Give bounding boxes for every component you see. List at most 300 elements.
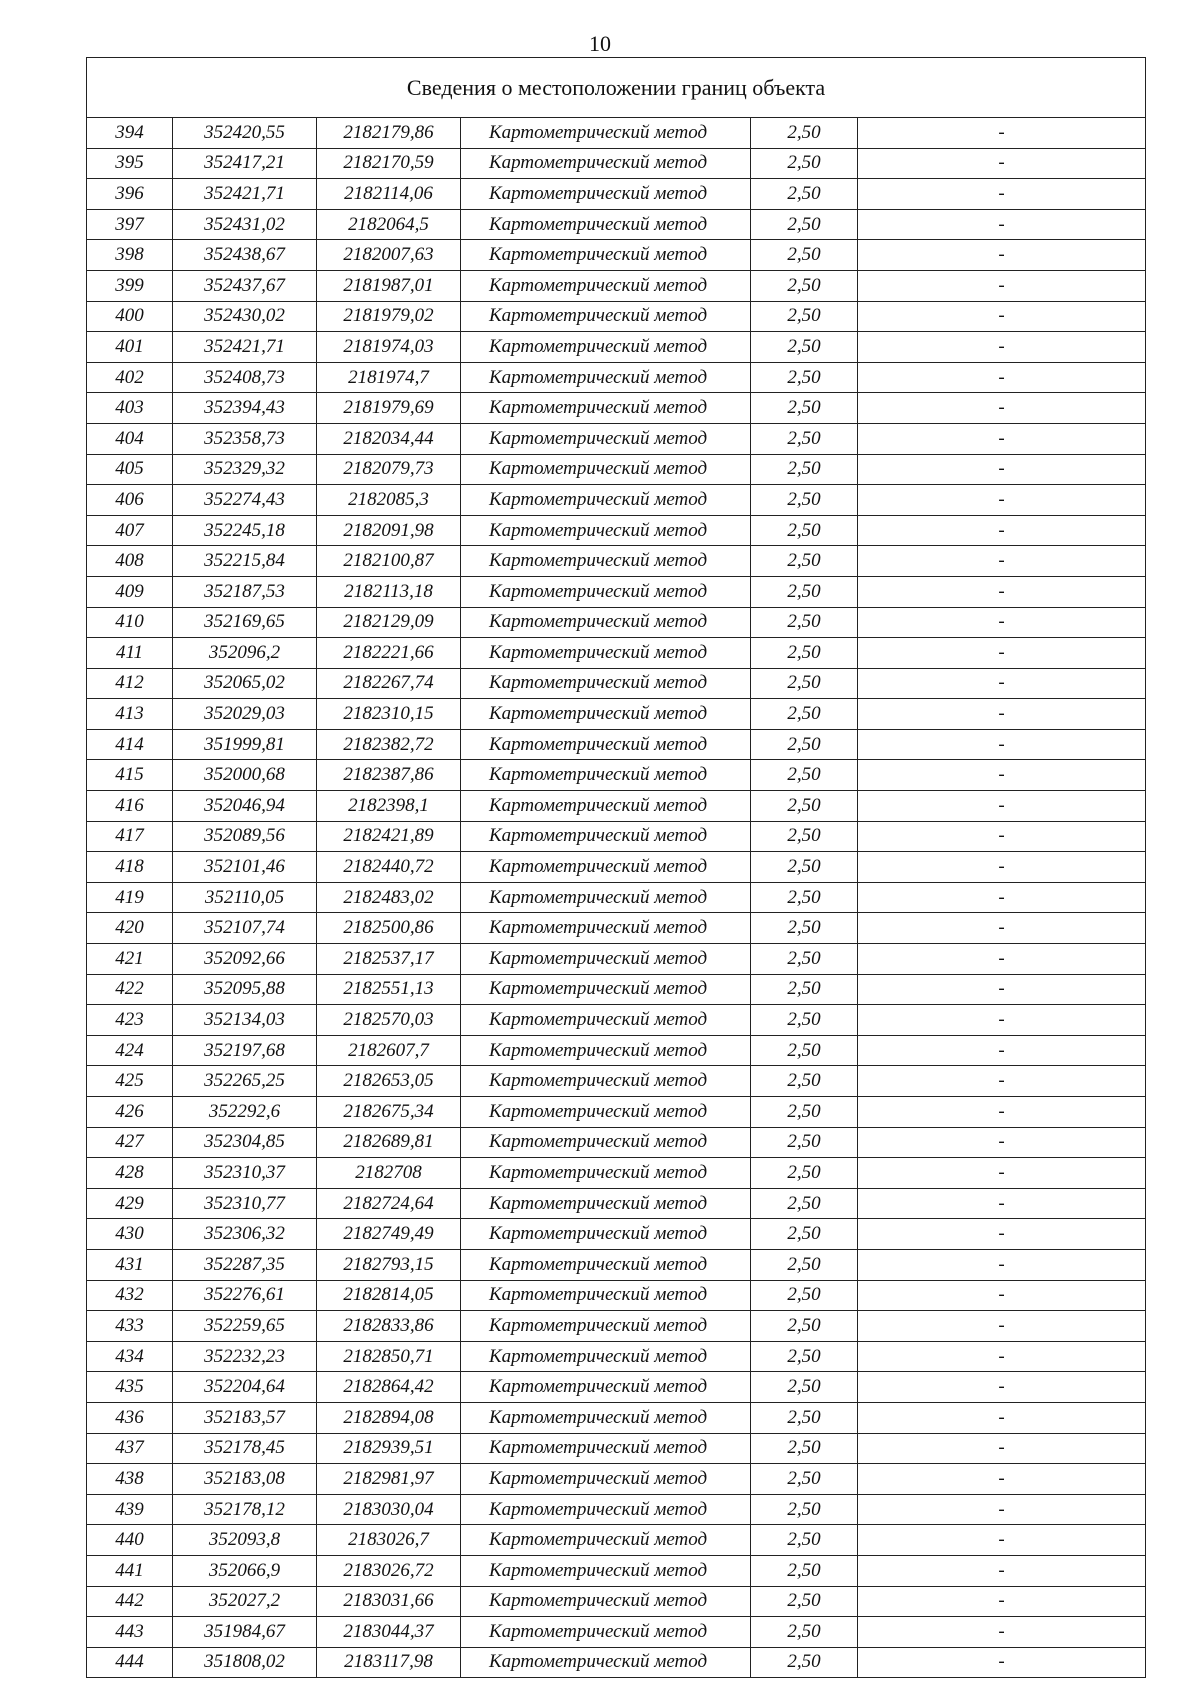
description-cell: - (858, 1280, 1146, 1311)
y-coordinate-cell: 2182793,15 (317, 1249, 461, 1280)
point-number-cell: 414 (87, 729, 173, 760)
point-number-cell: 427 (87, 1127, 173, 1158)
point-number-cell: 397 (87, 209, 173, 240)
table-row (87, 423, 1146, 454)
y-coordinate-cell: 2183044,37 (317, 1617, 461, 1648)
y-coordinate-cell: 2182607,7 (317, 1035, 461, 1066)
point-number-cell: 406 (87, 485, 173, 516)
method-cell: Картометрический метод (461, 209, 751, 240)
point-number-cell: 413 (87, 699, 173, 730)
table-row (87, 1158, 1146, 1189)
accuracy-cell: 2,50 (751, 393, 858, 424)
table-row (87, 1341, 1146, 1372)
method-cell: Картометрический метод (461, 668, 751, 699)
x-coordinate-cell: 352215,84 (173, 546, 317, 577)
table-row (87, 1219, 1146, 1250)
description-cell: - (858, 393, 1146, 424)
y-coordinate-cell: 2182981,97 (317, 1464, 461, 1495)
x-coordinate-cell: 352310,37 (173, 1158, 317, 1189)
table-row (87, 974, 1146, 1005)
y-coordinate-cell: 2182221,66 (317, 638, 461, 669)
description-cell: - (858, 209, 1146, 240)
description-cell: - (858, 729, 1146, 760)
x-coordinate-cell: 352437,67 (173, 270, 317, 301)
method-cell: Картометрический метод (461, 882, 751, 913)
table-row (87, 270, 1146, 301)
y-coordinate-cell: 2183026,7 (317, 1525, 461, 1556)
table-row (87, 179, 1146, 210)
x-coordinate-cell: 352101,46 (173, 852, 317, 883)
point-number-cell: 429 (87, 1188, 173, 1219)
point-number-cell: 405 (87, 454, 173, 485)
description-cell: - (858, 607, 1146, 638)
accuracy-cell: 2,50 (751, 546, 858, 577)
point-number-cell: 438 (87, 1464, 173, 1495)
x-coordinate-cell: 352358,73 (173, 423, 317, 454)
x-coordinate-cell: 352259,65 (173, 1311, 317, 1342)
accuracy-cell: 2,50 (751, 974, 858, 1005)
description-cell: - (858, 791, 1146, 822)
table-row (87, 1311, 1146, 1342)
method-cell: Картометрический метод (461, 1341, 751, 1372)
method-cell: Картометрический метод (461, 699, 751, 730)
y-coordinate-cell: 2182500,86 (317, 913, 461, 944)
description-cell: - (858, 760, 1146, 791)
x-coordinate-cell: 352169,65 (173, 607, 317, 638)
table-row (87, 638, 1146, 669)
method-cell: Картометрический метод (461, 1066, 751, 1097)
x-coordinate-cell: 352095,88 (173, 974, 317, 1005)
x-coordinate-cell: 352089,56 (173, 821, 317, 852)
description-cell: - (858, 332, 1146, 363)
method-cell: Картометрический метод (461, 301, 751, 332)
accuracy-cell: 2,50 (751, 301, 858, 332)
method-cell: Картометрический метод (461, 362, 751, 393)
accuracy-cell: 2,50 (751, 576, 858, 607)
accuracy-cell: 2,50 (751, 118, 858, 149)
method-cell: Картометрический метод (461, 1433, 751, 1464)
y-coordinate-cell: 2182833,86 (317, 1311, 461, 1342)
point-number-cell: 432 (87, 1280, 173, 1311)
y-coordinate-cell: 2182724,64 (317, 1188, 461, 1219)
description-cell: - (858, 668, 1146, 699)
accuracy-cell: 2,50 (751, 1555, 858, 1586)
y-coordinate-cell: 2181979,69 (317, 393, 461, 424)
accuracy-cell: 2,50 (751, 1341, 858, 1372)
point-number-cell: 415 (87, 760, 173, 791)
table-title-row (87, 58, 1146, 118)
point-number-cell: 395 (87, 148, 173, 179)
method-cell: Картометрический метод (461, 1311, 751, 1342)
description-cell: - (858, 454, 1146, 485)
description-cell: - (858, 638, 1146, 669)
x-coordinate-cell: 352421,71 (173, 179, 317, 210)
point-number-cell: 401 (87, 332, 173, 363)
x-coordinate-cell: 352029,03 (173, 699, 317, 730)
point-number-cell: 418 (87, 852, 173, 883)
description-cell: - (858, 1586, 1146, 1617)
y-coordinate-cell: 2182267,74 (317, 668, 461, 699)
point-number-cell: 431 (87, 1249, 173, 1280)
y-coordinate-cell: 2182570,03 (317, 1005, 461, 1036)
table-row (87, 546, 1146, 577)
point-number-cell: 412 (87, 668, 173, 699)
point-number-cell: 421 (87, 944, 173, 975)
description-cell: - (858, 118, 1146, 149)
method-cell: Картометрический метод (461, 607, 751, 638)
method-cell: Картометрический метод (461, 760, 751, 791)
y-coordinate-cell: 2182085,3 (317, 485, 461, 516)
description-cell: - (858, 362, 1146, 393)
x-coordinate-cell: 352421,71 (173, 332, 317, 363)
accuracy-cell: 2,50 (751, 668, 858, 699)
table-row (87, 1647, 1146, 1678)
method-cell: Картометрический метод (461, 913, 751, 944)
description-cell: - (858, 148, 1146, 179)
x-coordinate-cell: 352204,64 (173, 1372, 317, 1403)
table-row (87, 791, 1146, 822)
y-coordinate-cell: 2182939,51 (317, 1433, 461, 1464)
point-number-cell: 394 (87, 118, 173, 149)
method-cell: Картометрический метод (461, 423, 751, 454)
x-coordinate-cell: 352110,05 (173, 882, 317, 913)
accuracy-cell: 2,50 (751, 1188, 858, 1219)
method-cell: Картометрический метод (461, 1464, 751, 1495)
method-cell: Картометрический метод (461, 1249, 751, 1280)
description-cell: - (858, 1402, 1146, 1433)
table-row (87, 882, 1146, 913)
description-cell: - (858, 913, 1146, 944)
x-coordinate-cell: 352066,9 (173, 1555, 317, 1586)
point-number-cell: 442 (87, 1586, 173, 1617)
x-coordinate-cell: 352232,23 (173, 1341, 317, 1372)
x-coordinate-cell: 352178,45 (173, 1433, 317, 1464)
x-coordinate-cell: 352134,03 (173, 1005, 317, 1036)
method-cell: Картометрический метод (461, 1005, 751, 1036)
point-number-cell: 419 (87, 882, 173, 913)
description-cell: - (858, 301, 1146, 332)
y-coordinate-cell: 2182007,63 (317, 240, 461, 271)
table-row (87, 209, 1146, 240)
accuracy-cell: 2,50 (751, 729, 858, 760)
method-cell: Картометрический метод (461, 148, 751, 179)
x-coordinate-cell: 352093,8 (173, 1525, 317, 1556)
point-number-cell: 407 (87, 515, 173, 546)
accuracy-cell: 2,50 (751, 1525, 858, 1556)
x-coordinate-cell: 352430,02 (173, 301, 317, 332)
point-number-cell: 400 (87, 301, 173, 332)
point-number-cell: 403 (87, 393, 173, 424)
description-cell: - (858, 1494, 1146, 1525)
point-number-cell: 425 (87, 1066, 173, 1097)
accuracy-cell: 2,50 (751, 1647, 858, 1678)
table-row (87, 852, 1146, 883)
table-row (87, 1097, 1146, 1128)
table-row (87, 576, 1146, 607)
accuracy-cell: 2,50 (751, 1066, 858, 1097)
table-row (87, 1617, 1146, 1648)
point-number-cell: 408 (87, 546, 173, 577)
table-row (87, 699, 1146, 730)
point-number-cell: 416 (87, 791, 173, 822)
x-coordinate-cell: 352197,68 (173, 1035, 317, 1066)
method-cell: Картометрический метод (461, 1127, 751, 1158)
y-coordinate-cell: 2183026,72 (317, 1555, 461, 1586)
x-coordinate-cell: 352046,94 (173, 791, 317, 822)
method-cell: Картометрический метод (461, 1097, 751, 1128)
description-cell: - (858, 882, 1146, 913)
table-row (87, 515, 1146, 546)
method-cell: Картометрический метод (461, 1035, 751, 1066)
point-number-cell: 437 (87, 1433, 173, 1464)
y-coordinate-cell: 2183031,66 (317, 1586, 461, 1617)
method-cell: Картометрический метод (461, 1525, 751, 1556)
accuracy-cell: 2,50 (751, 148, 858, 179)
accuracy-cell: 2,50 (751, 913, 858, 944)
accuracy-cell: 2,50 (751, 270, 858, 301)
y-coordinate-cell: 2182129,09 (317, 607, 461, 638)
description-cell: - (858, 1127, 1146, 1158)
accuracy-cell: 2,50 (751, 1280, 858, 1311)
x-coordinate-cell: 352107,74 (173, 913, 317, 944)
description-cell: - (858, 852, 1146, 883)
y-coordinate-cell: 2182537,17 (317, 944, 461, 975)
description-cell: - (858, 485, 1146, 516)
description-cell: - (858, 1188, 1146, 1219)
x-coordinate-cell: 352096,2 (173, 638, 317, 669)
point-number-cell: 398 (87, 240, 173, 271)
table-row (87, 148, 1146, 179)
x-coordinate-cell: 352287,35 (173, 1249, 317, 1280)
accuracy-cell: 2,50 (751, 791, 858, 822)
method-cell: Картометрический метод (461, 515, 751, 546)
x-coordinate-cell: 352408,73 (173, 362, 317, 393)
method-cell: Картометрический метод (461, 944, 751, 975)
accuracy-cell: 2,50 (751, 852, 858, 883)
description-cell: - (858, 1555, 1146, 1586)
x-coordinate-cell: 352276,61 (173, 1280, 317, 1311)
table-row (87, 240, 1146, 271)
accuracy-cell: 2,50 (751, 1005, 858, 1036)
description-cell: - (858, 974, 1146, 1005)
y-coordinate-cell: 2182100,87 (317, 546, 461, 577)
method-cell: Картометрический метод (461, 1586, 751, 1617)
table-row (87, 821, 1146, 852)
point-number-cell: 434 (87, 1341, 173, 1372)
x-coordinate-cell: 351999,81 (173, 729, 317, 760)
method-cell: Картометрический метод (461, 270, 751, 301)
x-coordinate-cell: 352417,21 (173, 148, 317, 179)
method-cell: Картометрический метод (461, 1494, 751, 1525)
x-coordinate-cell: 352394,43 (173, 393, 317, 424)
table-row (87, 1188, 1146, 1219)
method-cell: Картометрический метод (461, 821, 751, 852)
accuracy-cell: 2,50 (751, 1035, 858, 1066)
description-cell: - (858, 240, 1146, 271)
point-number-cell: 435 (87, 1372, 173, 1403)
table-row (87, 1127, 1146, 1158)
point-number-cell: 441 (87, 1555, 173, 1586)
method-cell: Картометрический метод (461, 546, 751, 577)
table-row (87, 1005, 1146, 1036)
method-cell: Картометрический метод (461, 485, 751, 516)
x-coordinate-cell: 352431,02 (173, 209, 317, 240)
table-row (87, 393, 1146, 424)
y-coordinate-cell: 2182170,59 (317, 148, 461, 179)
y-coordinate-cell: 2182749,49 (317, 1219, 461, 1250)
point-number-cell: 423 (87, 1005, 173, 1036)
y-coordinate-cell: 2182382,72 (317, 729, 461, 760)
table-row (87, 1586, 1146, 1617)
description-cell: - (858, 1525, 1146, 1556)
accuracy-cell: 2,50 (751, 1097, 858, 1128)
point-number-cell: 440 (87, 1525, 173, 1556)
x-coordinate-cell: 352310,77 (173, 1188, 317, 1219)
table-row (87, 913, 1146, 944)
y-coordinate-cell: 2182387,86 (317, 760, 461, 791)
description-cell: - (858, 423, 1146, 454)
accuracy-cell: 2,50 (751, 760, 858, 791)
x-coordinate-cell: 352065,02 (173, 668, 317, 699)
method-cell: Картометрический метод (461, 393, 751, 424)
accuracy-cell: 2,50 (751, 423, 858, 454)
x-coordinate-cell: 352304,85 (173, 1127, 317, 1158)
y-coordinate-cell: 2182708 (317, 1158, 461, 1189)
accuracy-cell: 2,50 (751, 332, 858, 363)
table-row (87, 301, 1146, 332)
y-coordinate-cell: 2182034,44 (317, 423, 461, 454)
x-coordinate-cell: 352183,57 (173, 1402, 317, 1433)
description-cell: - (858, 1617, 1146, 1648)
method-cell: Картометрический метод (461, 974, 751, 1005)
y-coordinate-cell: 2182675,34 (317, 1097, 461, 1128)
description-cell: - (858, 1219, 1146, 1250)
point-number-cell: 428 (87, 1158, 173, 1189)
description-cell: - (858, 1341, 1146, 1372)
table-row (87, 1433, 1146, 1464)
page-number: 10 (589, 31, 611, 56)
table-row (87, 332, 1146, 363)
accuracy-cell: 2,50 (751, 1402, 858, 1433)
accuracy-cell: 2,50 (751, 1249, 858, 1280)
description-cell: - (858, 1647, 1146, 1678)
method-cell: Картометрический метод (461, 332, 751, 363)
point-number-cell: 439 (87, 1494, 173, 1525)
table-row (87, 1280, 1146, 1311)
accuracy-cell: 2,50 (751, 638, 858, 669)
accuracy-cell: 2,50 (751, 1586, 858, 1617)
accuracy-cell: 2,50 (751, 607, 858, 638)
accuracy-cell: 2,50 (751, 944, 858, 975)
description-cell: - (858, 179, 1146, 210)
method-cell: Картометрический метод (461, 1158, 751, 1189)
y-coordinate-cell: 2181974,03 (317, 332, 461, 363)
description-cell: - (858, 1158, 1146, 1189)
point-number-cell: 426 (87, 1097, 173, 1128)
accuracy-cell: 2,50 (751, 821, 858, 852)
table-row (87, 118, 1146, 149)
y-coordinate-cell: 2181987,01 (317, 270, 461, 301)
table-row (87, 1035, 1146, 1066)
description-cell: - (858, 515, 1146, 546)
y-coordinate-cell: 2182079,73 (317, 454, 461, 485)
method-cell: Картометрический метод (461, 729, 751, 760)
table-row (87, 1464, 1146, 1495)
y-coordinate-cell: 2182850,71 (317, 1341, 461, 1372)
point-number-cell: 404 (87, 423, 173, 454)
x-coordinate-cell: 352274,43 (173, 485, 317, 516)
description-cell: - (858, 270, 1146, 301)
y-coordinate-cell: 2182398,1 (317, 791, 461, 822)
table-row (87, 1525, 1146, 1556)
point-number-cell: 410 (87, 607, 173, 638)
method-cell: Картометрический метод (461, 1402, 751, 1433)
table-row (87, 1402, 1146, 1433)
x-coordinate-cell: 352420,55 (173, 118, 317, 149)
y-coordinate-cell: 2182114,06 (317, 179, 461, 210)
point-number-cell: 409 (87, 576, 173, 607)
description-cell: - (858, 1005, 1146, 1036)
y-coordinate-cell: 2183117,98 (317, 1647, 461, 1678)
method-cell: Картометрический метод (461, 118, 751, 149)
description-cell: - (858, 1066, 1146, 1097)
point-number-cell: 424 (87, 1035, 173, 1066)
accuracy-cell: 2,50 (751, 1311, 858, 1342)
accuracy-cell: 2,50 (751, 240, 858, 271)
description-cell: - (858, 1464, 1146, 1495)
accuracy-cell: 2,50 (751, 515, 858, 546)
x-coordinate-cell: 352092,66 (173, 944, 317, 975)
description-cell: - (858, 1311, 1146, 1342)
x-coordinate-cell: 352245,18 (173, 515, 317, 546)
y-coordinate-cell: 2182113,18 (317, 576, 461, 607)
accuracy-cell: 2,50 (751, 1464, 858, 1495)
accuracy-cell: 2,50 (751, 1433, 858, 1464)
method-cell: Картометрический метод (461, 1219, 751, 1250)
accuracy-cell: 2,50 (751, 1158, 858, 1189)
y-coordinate-cell: 2183030,04 (317, 1494, 461, 1525)
method-cell: Картометрический метод (461, 791, 751, 822)
y-coordinate-cell: 2182421,89 (317, 821, 461, 852)
y-coordinate-cell: 2182551,13 (317, 974, 461, 1005)
table-row (87, 485, 1146, 516)
y-coordinate-cell: 2182310,15 (317, 699, 461, 730)
y-coordinate-cell: 2182483,02 (317, 882, 461, 913)
description-cell: - (858, 1372, 1146, 1403)
description-cell: - (858, 1249, 1146, 1280)
x-coordinate-cell: 352187,53 (173, 576, 317, 607)
x-coordinate-cell: 352183,08 (173, 1464, 317, 1495)
method-cell: Картометрический метод (461, 1617, 751, 1648)
y-coordinate-cell: 2182179,86 (317, 118, 461, 149)
y-coordinate-cell: 2182091,98 (317, 515, 461, 546)
y-coordinate-cell: 2182864,42 (317, 1372, 461, 1403)
description-cell: - (858, 821, 1146, 852)
table-row (87, 668, 1146, 699)
x-coordinate-cell: 351808,02 (173, 1647, 317, 1678)
point-number-cell: 402 (87, 362, 173, 393)
y-coordinate-cell: 2182894,08 (317, 1402, 461, 1433)
accuracy-cell: 2,50 (751, 699, 858, 730)
table-row (87, 1249, 1146, 1280)
table-row (87, 607, 1146, 638)
table-row (87, 944, 1146, 975)
point-number-cell: 443 (87, 1617, 173, 1648)
description-cell: - (858, 944, 1146, 975)
point-number-cell: 399 (87, 270, 173, 301)
table-row (87, 1066, 1146, 1097)
table-row (87, 454, 1146, 485)
